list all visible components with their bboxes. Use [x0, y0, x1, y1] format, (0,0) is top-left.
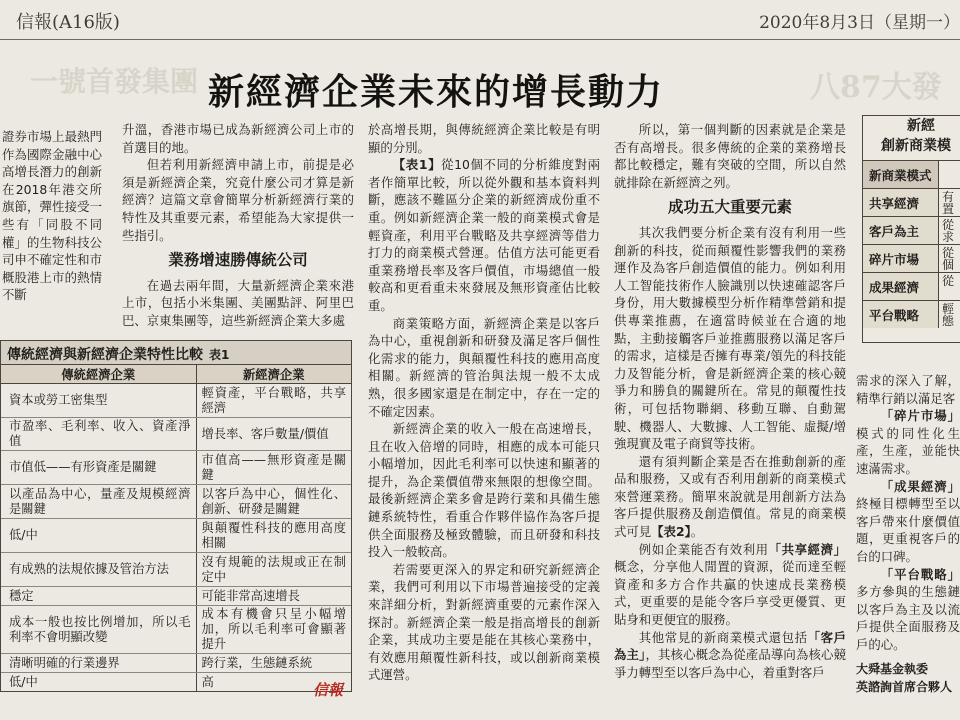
- article-column-4: [614, 121, 846, 699]
- column-header-new-economy: 新經濟企業: [196, 365, 351, 384]
- table-row: 清晰明確的行業邊界 跨行業，生態鏈系統: [1, 654, 351, 673]
- table-row: 低/中 與顛覆性科技的應用高度相關: [1, 519, 351, 553]
- table-row: 碎片市場 從 個: [863, 244, 960, 272]
- paragraph: 所以，第一個判斷的因素就是企業是否有高增長。很多傳統的企業的業務增長都比較穩定，難有突破的空間，所以自然就排除在新經濟之列。: [614, 122, 846, 190]
- table-row: 資本或勞工密集型 輕資產，平台戰略，共享經濟: [1, 384, 351, 418]
- keyword: 「客戶為主」: [614, 629, 846, 663]
- table-header-row: [863, 160, 960, 188]
- bleed-through-text-left: 一號首發集團: [30, 65, 199, 98]
- paragraph: 但若利用新經濟申請上市，前提是必須是新經濟企業，究竟什麼公司才算是新經濟？這篇文章會簡單分析新經濟行業的特性及其重要元素，希望能為大家提供一些指引。: [122, 157, 354, 243]
- paragraph: 新經濟企業的收入一般在高速增長，且在收入倍增的同時，相應的成本可能只小幅增加，因此毛利率可以快速和顯著的提升，為企業價值帶來無限的想像空間。最後新經濟企業多會是跨行業和具備生態鏈系統特性，看重合作夥伴協作為客戶提供全面服務及極致體驗，而且研發和科技投入一般較高。: [368, 421, 600, 560]
- table-header-row: [1, 365, 351, 384]
- business-model-table-2: [862, 115, 960, 343]
- author-line: 英諮詢首席合夥人: [856, 680, 953, 694]
- table-number: 表1: [209, 348, 230, 362]
- article-column-3: [368, 121, 600, 699]
- paragraph: 升溫，香港市場已成為新經濟公司上市的首選目的地。: [122, 122, 354, 155]
- paragraph: 例如企業能否有效利用「共享經濟」概念，分享他人閒置的資源，從而達至輕資產和多方合作共贏的快速成長業務模式，更重要的是能令客戶享受更優質、更貼身和更便宜的服務。: [614, 541, 846, 628]
- table-reference: 【表2】: [651, 524, 691, 540]
- paper-date: 2020年8月3日（星期一）: [759, 13, 960, 33]
- comparison-table: [1, 365, 351, 692]
- section-heading: 成功五大重要元素: [667, 198, 792, 217]
- comparison-table-1: [0, 340, 352, 692]
- article-title: 新經濟企業未來的增長動力: [208, 71, 665, 113]
- table-row: 成果經濟 從: [863, 272, 960, 300]
- keyword: 「共享經濟」: [768, 541, 846, 557]
- paragraph: 於高增長期，與傳統經濟企業比較是有明顯的分別。: [368, 122, 600, 155]
- paper-name: 信報(A16版): [16, 12, 120, 33]
- article-column-1: [0, 128, 102, 336]
- table-caption: 傳統經濟與新經濟企業特性比較 表1: [1, 341, 351, 365]
- article-column-2: [122, 121, 354, 337]
- paragraph: 證券市場上最熱門作為國際金融中心高增長潛力的創新在2018年港交所旗節，彈性接受一些有「同股不同權」的生物科技公司申不確定性和市概股港上市的熱情不斷: [2, 129, 102, 303]
- paragraph: 「成果經濟」終極目標轉型至以客戶帶來什麼價值題，更重視客戶的台的口碑。: [856, 478, 960, 564]
- table-row: 市值低——有形資產是關鍵 市值高——無形資產是關鍵: [1, 451, 351, 485]
- table-row: 以產品為中心，量產及規模經濟是關鍵 以客戶為中心，個性化、創新、研發是關鍵: [1, 485, 351, 519]
- table-subtitle: 創新商業模: [881, 138, 951, 154]
- table-row: 客戶為主 從 求: [863, 216, 960, 244]
- keyword: 「平台戰略」: [880, 566, 960, 582]
- page-header: [0, 0, 960, 40]
- bleed-through-text-right: 八87大發: [810, 70, 942, 105]
- table-reference: 【表1】: [392, 157, 442, 173]
- paragraph: 「平台戰略」多方參與的生態鏈以客戶為主及以流戶提供全面服務及戶的心。: [856, 566, 960, 652]
- table-row: 有成熟的法規依據及管治方法 沒有規範的法規或正在制定中: [1, 553, 351, 587]
- column-header: 新商業模式: [863, 161, 939, 188]
- paragraph: 商業策略方面，新經濟企業是以客戶為中心，重視創新和研發及滿足客戶個性化需求的能力，與顛覆性科技的應用高度相關。新經濟的管治與法規一般不太成熟，很多國家還是在制定中，存在一定的不確定因素。: [368, 315, 600, 419]
- paragraph: 在過去兩年間，大量新經濟企業來港上市，包括小米集團、美團點評、阿里巴巴、京東集團等，這些新經濟企業大多處: [122, 277, 354, 328]
- column-header-traditional: 傳統經濟企業: [1, 365, 196, 384]
- table-row: 共享經濟 有 置: [863, 188, 960, 216]
- author-byline: [856, 660, 960, 696]
- keyword: 「成果經濟」: [880, 478, 960, 494]
- paragraph: 還有須判斷企業是否在推動創新的產品和服務，又或有否利用創新的商業模式來營運業務。簡單來說就是用創新方法為客戶提供服務及創造價值。常見的商業模式可見【表2】。: [614, 453, 846, 540]
- table-row: 成本一般也按比例增加，所以毛利率不會明顯改變 成本有機會只呈小幅增加，所以毛利率可會顯著提升: [1, 606, 351, 654]
- table-title: 新經: [907, 118, 935, 134]
- paragraph: 「碎片市場」模式的同性化生產，生產，並能快速滿需求。: [856, 408, 960, 476]
- table-row: 平台戰略 輕 態: [863, 300, 960, 328]
- table-row: 市盈率、毛利率、收入、資產淨值 增長率、客戶數量/價值: [1, 418, 351, 451]
- newspaper-logo-stamp: 信報: [313, 681, 344, 699]
- section-heading: 業務增速勝傳統公司: [168, 251, 308, 270]
- author-line: 大舜基金執委: [856, 662, 929, 676]
- table-row: 穩定 可能非常高速增長: [1, 587, 351, 606]
- paragraph: 【表1】從10個不同的分析維度對兩者作簡單比較，所以從外觀和基本資料判斷，應該不難區分企業的新經濟成份重不重。例如新經濟企業一般的商業模式會是輕資產，利用平台戰略及共享經濟等借力打力的商業模式營運。估值方法可能更看重業務增長率及客戶價值，市場總值一般較高和更看重未來發展及無形資產估比較重。: [368, 157, 600, 313]
- paragraph: 其次我們要分析企業有沒有利用一些創新的科技，從而顛覆性影響我們的業務運作及為客戶創造價值的能力。例如利用人工智能技術作人臉識別以快速確認客戶身份，用大數據模型分析作精準營銷和提供專業推薦，在適當時候並在合適的地點，主動接觸客戶並推薦服務以滿足客戶的需求，這樣是否擁有專業/領先的科技能力及智能分析，會是新經濟企業的核心競爭力和勝負的關鍵所在。常見的顛覆性技術，可包括物聯網、移動互聯、自動駕駛、機器人、大數據、人工智能、虛擬/增強現實及電子商貿等技術。: [614, 224, 846, 452]
- paragraph: 若需要更深入的界定和研究新經濟企業，我們可利用以下市場普遍接受的定義來詳細分析，對新經濟重要的元素作深入探討。新經濟企業一般是指高增長的創新企業，其成功主要是能在其核心業務中，有效應用顛覆性新科技，或以創新商業模式運營。: [368, 561, 600, 683]
- table-row: 低/中 高: [1, 673, 351, 692]
- article-column-5: [848, 372, 960, 700]
- paragraph: 其他常見的新商業模式還包括「客戶為主」，其核心概念為從產品導向為核心競爭力轉型至以客戶為中心，着重對客戶: [614, 629, 846, 680]
- paragraph: 需求的深入了解，精準行銷以滿足客: [856, 373, 960, 406]
- keyword: 「碎片市場」: [880, 408, 960, 424]
